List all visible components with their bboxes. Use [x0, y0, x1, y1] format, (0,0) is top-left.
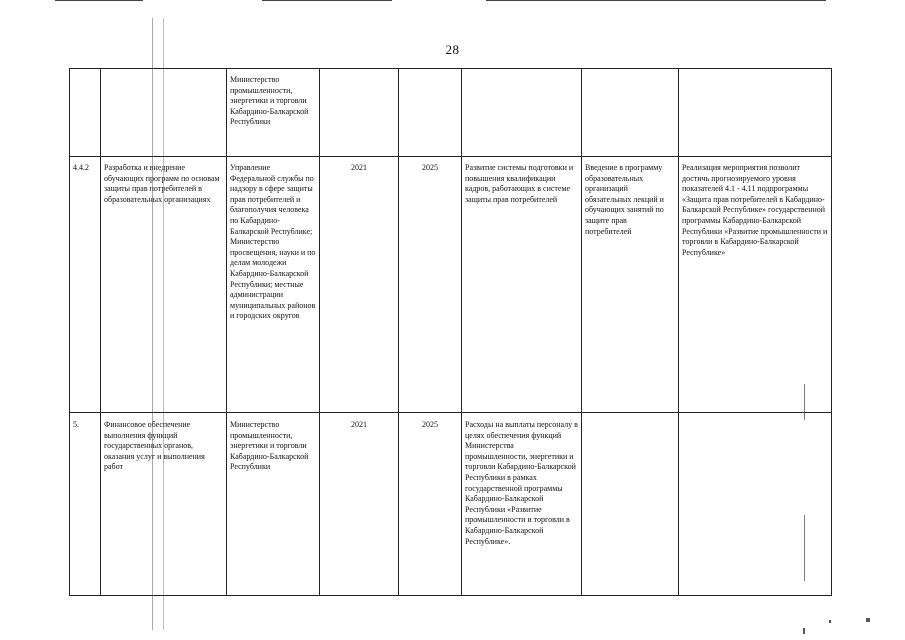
- indicator-relation-cell: Реализация мероприятия позволит достичь прогнозируемого уровня показателей 4.1 - 4.11 подпрограммы «Защита прав потребителей в Кабардино-Балкарской Республике» государственной программы Кабардино-Балкарской Республики «Развитие промышленности и торговли в Кабардино-Балкарской Республике»: [679, 157, 832, 413]
- scan-artifact-right-mark-2: [804, 515, 805, 581]
- scan-artifact-top-line-3: [486, 0, 826, 1]
- scan-artifact-corner-dot-3: [803, 628, 805, 634]
- activity-name-cell: Разработка и внедрение обучающих программ по основам защиты прав потребителей в образовательных организациях: [101, 157, 227, 413]
- start-year-cell: [320, 69, 399, 157]
- table-row: [70, 413, 832, 596]
- program-activities-table: [69, 68, 832, 596]
- scan-artifact-corner-dot-2: [866, 618, 870, 622]
- end-year-cell: 2025: [399, 413, 462, 596]
- executor-cell: Министерство промышленности, энергетики и торговли Кабардино-Балкарской Республики: [227, 413, 320, 596]
- executor-cell: Управление Федеральной службы по надзору в сфере защиты прав потребителей и благополучия человека по Кабардино-Балкарской Республике; Министерство просвещения, науки и по делам молодежи Кабардино-Балкарской Республики; местные администрации муниципальных районов и городских округов: [227, 157, 320, 413]
- scan-artifact-top-line-1: [55, 0, 143, 1]
- table-row: [70, 157, 832, 413]
- expected-result-cell: Развитие системы подготовки и повышения квалификации кадров, работающих в системе защиты прав потребителей: [462, 157, 582, 413]
- executor-cell: Министерство промышленности, энергетики и торговли Кабардино-Балкарской Республики: [227, 69, 320, 157]
- activity-name-cell: Финансовое обеспечение выполнения функций государственных органов, оказания услуг и выполнения работ: [101, 413, 227, 596]
- scan-artifact-top-line-2: [262, 0, 392, 1]
- start-year-cell: 2021: [320, 157, 399, 413]
- scan-artifact-right-mark-1: [804, 384, 805, 420]
- activity-number-cell: 4.4.2: [70, 157, 101, 413]
- activity-content-cell: [582, 413, 679, 596]
- activity-content-cell: [582, 69, 679, 157]
- scan-artifact-corner-dot-1: [829, 620, 831, 623]
- table-row: [70, 69, 832, 157]
- page-number: 28: [445, 42, 460, 57]
- activity-content-cell: Введение в программу образовательных организаций обязательных лекций и обучающих занятий по защите прав потребителей: [582, 157, 679, 413]
- indicator-relation-cell: [679, 413, 832, 596]
- indicator-relation-cell: [679, 69, 832, 157]
- activity-number-cell: 5.: [70, 413, 101, 596]
- scan-artifact-vertical-left: [152, 18, 153, 630]
- scan-artifact-vertical-left-2: [163, 18, 164, 630]
- expected-result-cell: [462, 69, 582, 157]
- expected-result-cell: Расходы на выплаты персоналу в целях обеспечения функций Министерства промышленности, энергетики и торговли Кабардино-Балкарской Республики в рамках государственной программы Кабардино-Балкарской Республики «Развитие промышленности и торговли в Кабардино-Балкарской Республике».: [462, 413, 582, 596]
- start-year-cell: 2021: [320, 413, 399, 596]
- end-year-cell: [399, 69, 462, 157]
- activity-number-cell: [70, 69, 101, 157]
- end-year-cell: 2025: [399, 157, 462, 413]
